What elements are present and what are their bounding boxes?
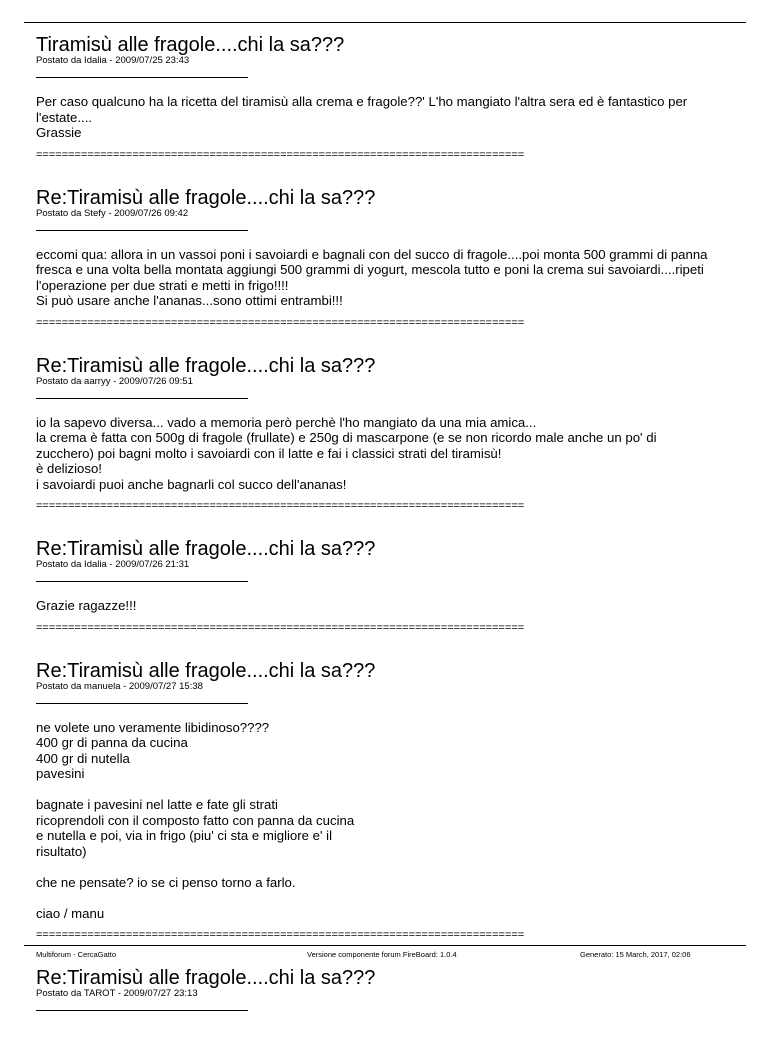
post-separator: ============================================================================ [36, 621, 525, 634]
post-meta: Postato da Idalia - 2009/07/25 23:43 [36, 55, 190, 66]
post-title: Re:Tiramisù alle fragole....chi la sa??? [36, 659, 376, 682]
post-meta: Postato da manuela - 2009/07/27 15:38 [36, 680, 203, 692]
post [36, 538, 716, 634]
post-meta: Postato da Stefy - 2009/07/26 09:42 [36, 207, 189, 219]
post-meta: Postato da Idalia - 2009/07/26 21:31 [36, 559, 190, 570]
post-paragraph: che ne pensate? io se ci penso torno a farlo. [36, 874, 296, 890]
post-separator: ============================================================================ [36, 316, 525, 329]
post-paragraph: bagnate i pavesini nel latte e fate gli strati ricoprendoli con il composto fatto con panna da cucina e nutella e poi, via in frigo (piu' ci sta e migliore e' il risultato) [36, 797, 355, 859]
post-paragraph: Grazie ragazze!!! [36, 598, 137, 613]
post-title: Re:Tiramisù alle fragole....chi la sa??? [36, 354, 376, 377]
post-paragraph: eccomi qua: allora in un vassoi poni i savoiardi e bagnali con del succo di fragole....poi monta 500 grammi di panna fresca e una volta bella montata aggiungi 500 grammi di yogurt, mescola tutto e poni la crema sui savoiardi....ripeti l'operazione per due strati e metti in frigo!!!! Si può usare anche l'ananas...sono ottimi entrambi!!! [36, 246, 708, 308]
post-paragraph: ciao / manu [36, 905, 105, 921]
footer-generated-date: Generato: 15 March, 2017, 02:06 [580, 950, 691, 959]
post [36, 967, 716, 1011]
footer-site-name: Multiforum - CercaGatto [36, 950, 117, 959]
post-body [36, 247, 716, 309]
post [36, 660, 716, 942]
top-rule [24, 22, 746, 23]
post-paragraph: io la sapevo diversa... vado a memoria però perchè l'ho mangiato da una mia amica... la crema è fatta con 500g di fragole (frullate) e 250g di mascarpone (e se non ricordo male anche un po' di zucchero) poi bagni molto i savoiardi con il latte e fai i classici strati del tiramisù! è delizioso! i savoiardi puoi anche bagnarli col succo dell'ananas! [36, 414, 657, 492]
post [36, 187, 716, 329]
meta-divider [36, 1010, 248, 1011]
post-list [36, 34, 716, 1037]
post-title: Re:Tiramisù alle fragole....chi la sa??? [36, 538, 376, 560]
post [36, 34, 716, 161]
post-body [36, 415, 716, 493]
post-separator: ============================================================================ [36, 148, 525, 161]
meta-divider [36, 398, 248, 399]
post-paragraph: ne volete uno veramente libidinoso???? 400 gr di panna da cucina 400 gr di nutella pavesini [36, 719, 270, 781]
post-paragraph: Per caso qualcuno ha la ricetta del tiramisù alla crema e fragole??' L'ho mangiato l'altra sera ed è fantastico per l'estate.... Grassie [36, 94, 688, 140]
post-meta: Postato da aarryy - 2009/07/26 09:51 [36, 375, 193, 387]
post-body [36, 720, 716, 922]
post [36, 355, 716, 513]
post-body [36, 598, 716, 614]
footer-rule [24, 945, 746, 946]
post-title: Re:Tiramisù alle fragole....chi la sa??? [36, 186, 376, 209]
post-separator: ============================================================================ [36, 929, 525, 941]
meta-divider [36, 230, 248, 231]
post-title: Tiramisù alle fragole....chi la sa??? [36, 34, 345, 56]
post-body [36, 94, 716, 141]
post-meta: Postato da TAROT - 2009/07/27 23:13 [36, 988, 198, 999]
post-title: Re:Tiramisù alle fragole....chi la sa??? [36, 967, 376, 989]
post-separator: ============================================================================ [36, 500, 525, 512]
meta-divider [36, 703, 248, 704]
meta-divider [36, 581, 248, 582]
footer-version: Versione componente forum FireBoard: 1.0.4 [307, 950, 457, 959]
meta-divider [36, 77, 248, 78]
